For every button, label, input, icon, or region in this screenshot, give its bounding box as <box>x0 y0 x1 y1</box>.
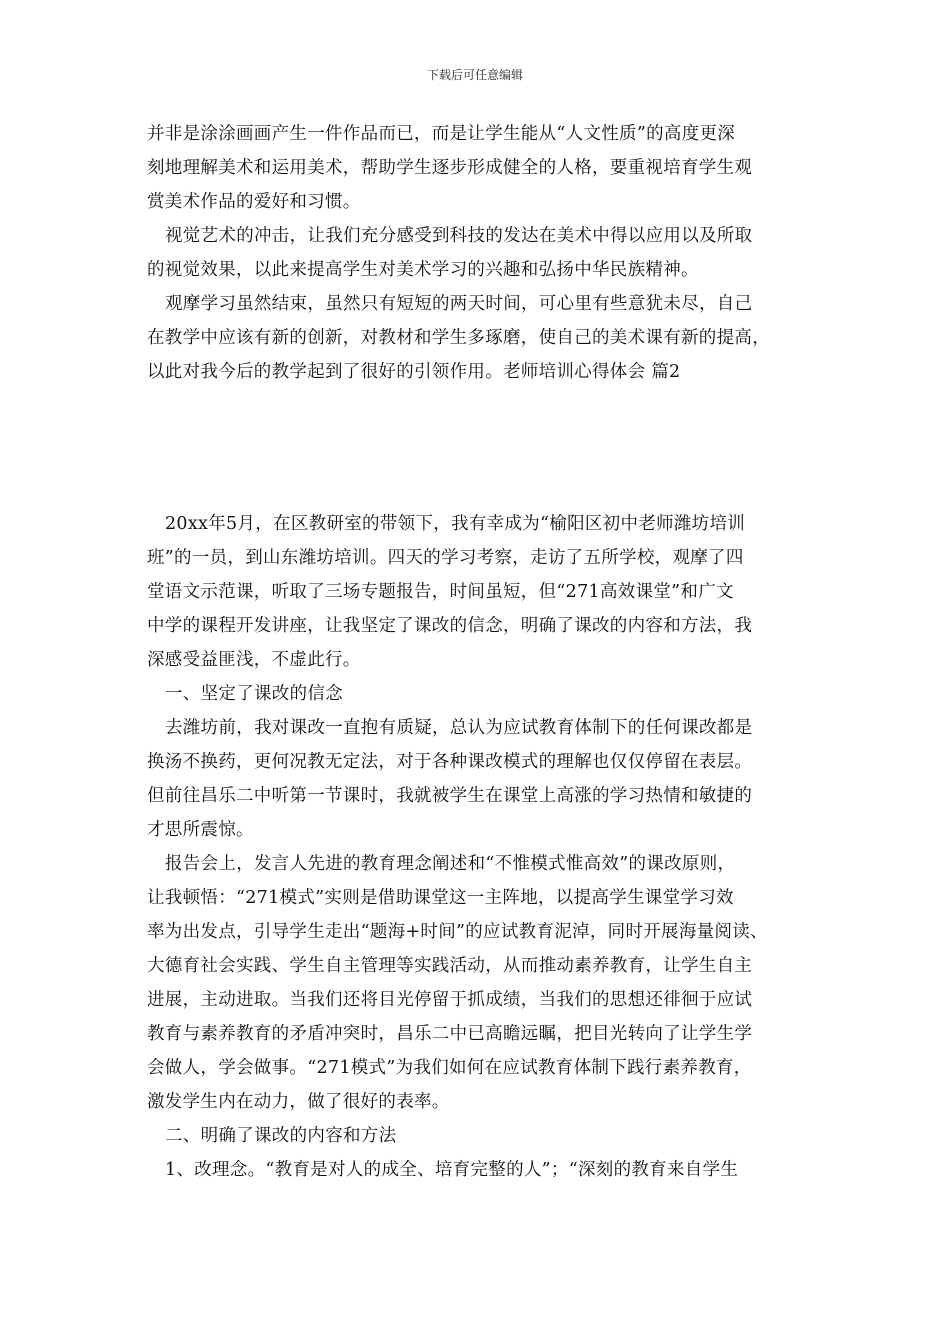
text-line: 以此对我今后的教学起到了很好的引领作用。老师培训心得体会 篇2 <box>147 362 681 382</box>
paragraph <box>147 117 807 219</box>
text-line: 但前往昌乐二中听第一节课时，我就被学生在课堂上高涨的学习热情和敏捷的 <box>147 786 753 806</box>
bottom-section <box>147 507 807 1187</box>
text-line: 视觉艺术的冲击，让我们充分感受到科技的发达在美术中得以应用以及所取 <box>165 226 753 246</box>
paragraph <box>147 711 807 847</box>
text-line: 深感受益匪浅，不虚此行。 <box>147 650 361 670</box>
text-line: 才思所震惊。 <box>147 820 254 840</box>
text-line: 1、改理念。“教育是对人的成全、培育完整的人”；“深刻的教育来自学生 <box>165 1160 739 1180</box>
text-line: 观摩学习虽然结束，虽然只有短短的两天时间，可心里有些意犹未尽，自己 <box>165 294 753 314</box>
top-section <box>147 117 807 389</box>
text-line: 报告会上，发言人先进的教育理念阐述和“不惟模式惟高效”的课改原则， <box>165 854 736 874</box>
text-line: 赏美术作品的爱好和习惯。 <box>147 192 361 212</box>
heading-line: 二、明确了课改的内容和方法 <box>165 1126 397 1146</box>
text-line: 堂语文示范课，听取了三场专题报告，时间虽短，但“271高效课堂”和广文 <box>147 582 734 602</box>
text-line: 让我顿悟：“271模式”实则是借助课堂这一主阵地，以提高学生课堂学习效 <box>147 888 734 908</box>
section-heading <box>147 677 807 711</box>
text-line: 20xx年5月，在区教研室的带领下，我有幸成为“榆阳区初中老师潍坊培训 <box>165 514 746 534</box>
heading-line: 一、坚定了课改的信念 <box>165 684 343 704</box>
document-body <box>147 117 807 1187</box>
text-line: 率为出发点，引导学生走出“题海+时间”的应试教育泥淖，同时开展海量阅读、 <box>147 922 768 942</box>
text-line: 进展，主动进取。当我们还将目光停留于抓成绩，当我们的思想还徘徊于应试 <box>147 990 753 1010</box>
paragraph <box>147 1153 807 1187</box>
text-line: 班”的一员，到山东潍坊培训。四天的学习考察，走访了五所学校，观摩了四 <box>147 548 744 568</box>
paragraph <box>147 847 807 1119</box>
text-line: 在教学中应该有新的创新，对教材和学生多琢磨，使自己的美术课有新的提高， <box>147 328 770 348</box>
text-line: 去潍坊前，我对课改一直抱有质疑，总认为应试教育体制下的任何课改都是 <box>165 718 753 738</box>
text-line: 的视觉效果，以此来提高学生对美术学习的兴趣和弘扬中华民族精神。 <box>147 260 699 280</box>
text-line: 并非是涂涂画画产生一件作品而已，而是让学生能从“人文性质”的高度更深 <box>147 124 736 144</box>
section-gap <box>147 389 807 507</box>
text-line: 会做人，学会做事。“271模式”为我们如何在应试教育体制下践行素养教育， <box>147 1058 752 1078</box>
paragraph <box>147 219 807 287</box>
text-line: 换汤不换药，更何况教无定法，对于各种课改模式的理解也仅仅停留在表层。 <box>147 752 753 772</box>
paragraph <box>147 287 807 389</box>
text-line: 中学的课程开发讲座，让我坚定了课改的信念，明确了课改的内容和方法，我 <box>147 616 753 636</box>
text-line: 激发学生内在动力，做了很好的表率。 <box>147 1092 450 1112</box>
paragraph <box>147 507 807 677</box>
text-line: 教育与素养教育的矛盾冲突时，昌乐二中已高瞻远瞩，把目光转向了让学生学 <box>147 1024 753 1044</box>
text-line: 刻地理解美术和运用美术，帮助学生逐步形成健全的人格，要重视培育学生观 <box>147 158 753 178</box>
page-header: 下载后可任意编辑 <box>426 68 523 82</box>
section-heading <box>147 1119 807 1153</box>
text-line: 大德育社会实践、学生自主管理等实践活动，从而推动素养教育，让学生自主 <box>147 956 753 976</box>
